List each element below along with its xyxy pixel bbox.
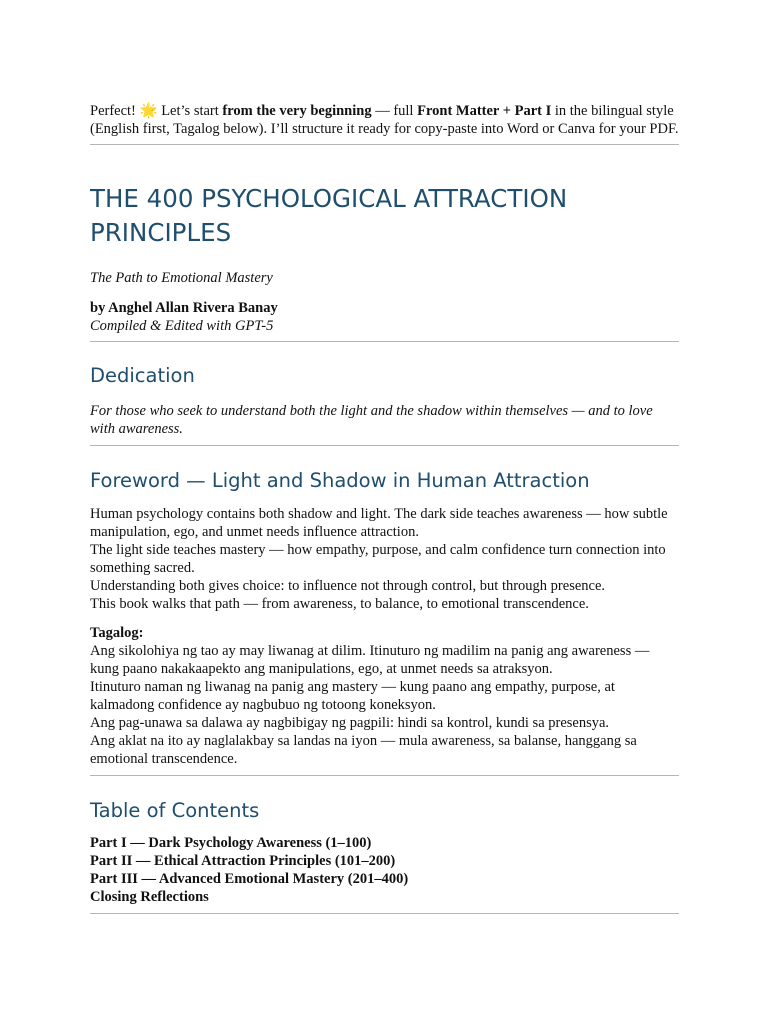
intro-text-1: Perfect! — [90, 103, 140, 119]
toc-item-closing: Closing Reflections — [90, 889, 209, 905]
divider — [90, 144, 679, 145]
foreword-tagalog — [90, 642, 679, 768]
intro-paragraph — [90, 102, 679, 138]
dedication-text: For those who seek to understand both the light and the shadow within themselves — and to love with awareness. — [90, 403, 653, 437]
toc-item-part-3: Part III — Advanced Emotional Mastery (201–400) — [90, 871, 409, 887]
tagalog-label: Tagalog: — [90, 625, 144, 641]
tagalog-line: Ang pag-unawa sa dalawa ay nagbibigay ng pagpili: hindi sa kontrol, kundi sa presensya. — [90, 715, 610, 731]
book-subtitle: The Path to Emotional Mastery — [90, 270, 273, 286]
tagalog-line: Ang sikolohiya ng tao ay may liwanag at dilim. Itinuturo ng madilim na panig ang awareness — kung paano nakakaapekto ang manipulations, ego, at unmet needs sa atraksyon. — [90, 643, 650, 677]
author-line: by Anghel Allan Rivera Banay — [90, 300, 278, 316]
divider — [90, 341, 679, 342]
sparkle-emoji-icon: 🌟 — [139, 103, 158, 119]
book-title: THE 400 PSYCHOLOGICAL ATTRACTION PRINCIPLES — [90, 184, 568, 247]
foreword-line: Human psychology contains both shadow and light. The dark side teaches awareness — how subtle manipulation, ego, and unmet needs influence attraction. — [90, 506, 668, 540]
tagalog-line: Itinuturo naman ng liwanag na panig ang mastery — kung paano ang empathy, purpose, at kalmadong confidence ay nagbubuo ng totoong koneksyon. — [90, 679, 615, 713]
intro-text-3: — full — [371, 103, 418, 119]
toc-heading: Table of Contents — [90, 799, 260, 822]
dedication-heading: Dedication — [90, 364, 195, 387]
divider — [90, 445, 679, 446]
toc-item-part-1: Part I — Dark Psychology Awareness (1–100) — [90, 835, 372, 851]
intro-text-2: Let’s start — [157, 103, 223, 119]
intro-text-4: in the bilingual style (English first, Tagalog below). I’ll structure it ready for copy-paste into Word or Canva for your PDF. — [90, 103, 679, 137]
divider — [90, 775, 679, 776]
divider — [90, 913, 679, 914]
foreword-line: The light side teaches mastery — how empathy, purpose, and calm confidence turn connection into something sacred. — [90, 542, 666, 576]
foreword-line: Understanding both gives choice: to influence not through control, but through presence. — [90, 578, 606, 594]
document-page — [90, 98, 679, 914]
toc-list — [90, 834, 679, 906]
intro-bold-1: from the very beginning — [222, 103, 372, 119]
tagalog-line: Ang aklat na ito ay naglalakbay sa landas na iyon — mula awareness, sa balanse, hanggang sa emotional transcendence. — [90, 733, 637, 767]
intro-bold-2: Front Matter + Part I — [417, 103, 552, 119]
toc-item-part-2: Part II — Ethical Attraction Principles (101–200) — [90, 853, 396, 869]
foreword-heading: Foreword — Light and Shadow in Human Attraction — [90, 469, 590, 492]
compiled-line: Compiled & Edited with GPT-5 — [90, 318, 274, 334]
foreword-line: This book walks that path — from awareness, to balance, to emotional transcendence. — [90, 596, 589, 612]
foreword-english — [90, 505, 679, 613]
